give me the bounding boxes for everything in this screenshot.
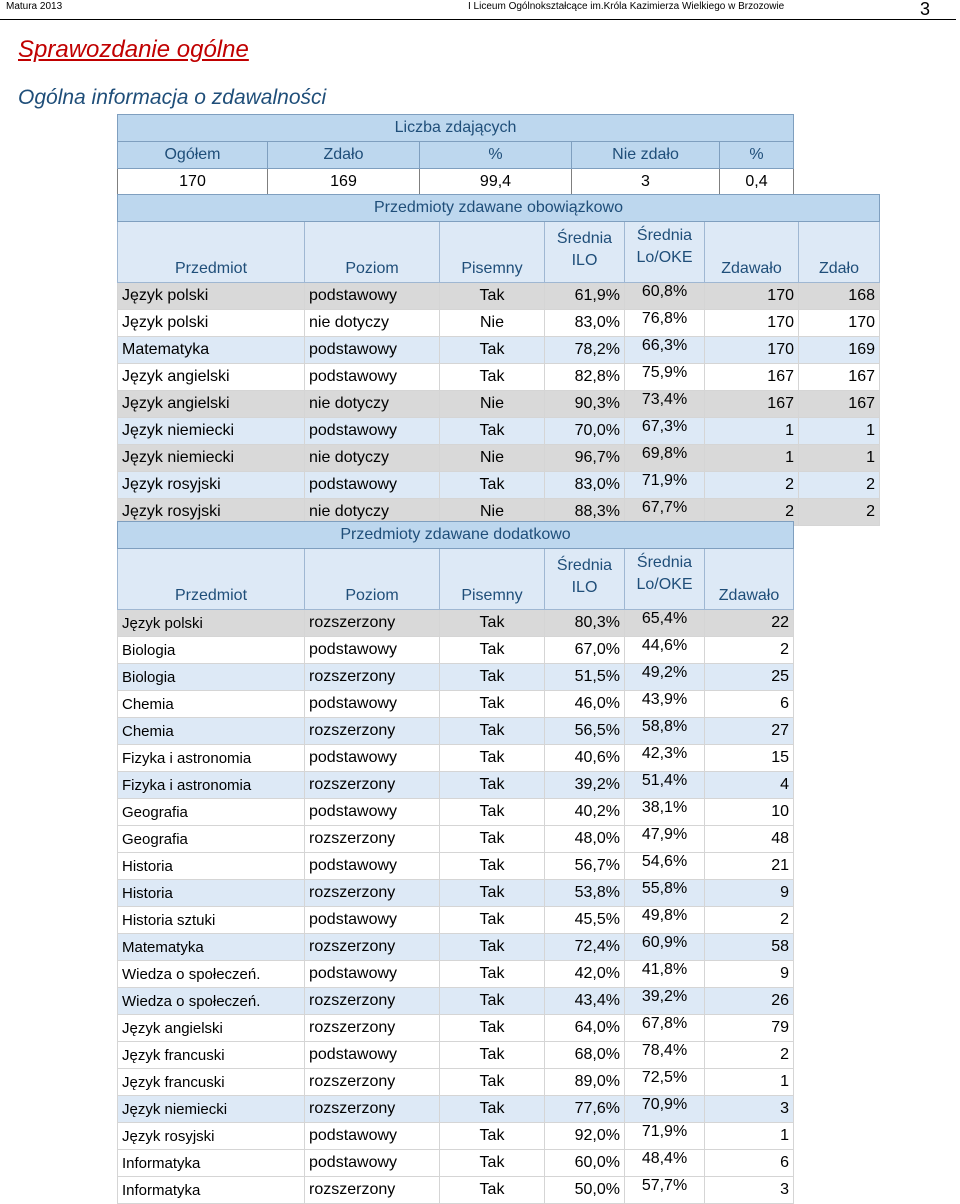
cell-level: podstawowy	[305, 1150, 440, 1177]
cell-took: 9	[705, 961, 794, 988]
cell-avg-oke: 60,8%	[625, 283, 705, 310]
cell-avg-ilo: 92,0%	[545, 1123, 625, 1150]
cell-took: 1	[705, 445, 799, 472]
cell-took: 3	[705, 1096, 794, 1123]
cell-took: 27	[705, 718, 794, 745]
cell-subject: Matematyka	[118, 934, 305, 961]
table-row	[118, 799, 794, 826]
column-header-subject: Przedmiot	[118, 549, 305, 610]
column-header-avg-oke	[625, 549, 705, 610]
cell-took: 170	[705, 283, 799, 310]
summary-header: Zdało	[268, 142, 420, 169]
summary-header: %	[720, 142, 794, 169]
column-header-avg-ilo	[545, 549, 625, 610]
cell-avg-oke: 57,7%	[625, 1177, 705, 1204]
cell-subject: Historia sztuki	[118, 907, 305, 934]
avg-ilo-line2: ILO	[571, 579, 598, 596]
column-header-took: Zdawało	[705, 222, 799, 283]
cell-avg-ilo: 43,4%	[545, 988, 625, 1015]
cell-avg-oke: 38,1%	[625, 799, 705, 826]
cell-written: Tak	[440, 745, 545, 772]
table-row	[118, 691, 794, 718]
cell-written: Tak	[440, 880, 545, 907]
cell-level: rozszerzony	[305, 772, 440, 799]
cell-avg-oke: 67,8%	[625, 1015, 705, 1042]
table-row	[118, 1096, 794, 1123]
cell-took: 10	[705, 799, 794, 826]
cell-took: 2	[705, 499, 799, 526]
cell-level: nie dotyczy	[305, 310, 440, 337]
avg-ilo-line1: Średnia	[556, 230, 613, 247]
cell-took: 6	[705, 691, 794, 718]
cell-passed: 1	[799, 418, 880, 445]
cell-level: rozszerzony	[305, 1096, 440, 1123]
avg-ilo-line1: Średnia	[556, 557, 613, 574]
cell-avg-oke: 75,9%	[625, 364, 705, 391]
cell-avg-ilo: 40,6%	[545, 745, 625, 772]
cell-subject: Informatyka	[118, 1177, 305, 1204]
cell-level: rozszerzony	[305, 664, 440, 691]
table-row	[118, 364, 880, 391]
cell-level: rozszerzony	[305, 1069, 440, 1096]
cell-avg-oke: 67,3%	[625, 418, 705, 445]
cell-subject: Fizyka i astronomia	[118, 772, 305, 799]
header-divider	[0, 19, 956, 20]
cell-avg-oke: 71,9%	[625, 1123, 705, 1150]
cell-written: Tak	[440, 1015, 545, 1042]
cell-avg-ilo: 83,0%	[545, 472, 625, 499]
column-header-avg-ilo	[545, 222, 625, 283]
cell-subject: Geografia	[118, 826, 305, 853]
table-row	[118, 853, 794, 880]
cell-took: 58	[705, 934, 794, 961]
table-row	[118, 1123, 794, 1150]
cell-passed: 170	[799, 310, 880, 337]
table-row	[118, 664, 794, 691]
cell-written: Nie	[440, 445, 545, 472]
table-row	[118, 418, 880, 445]
cell-subject: Geografia	[118, 799, 305, 826]
cell-level: nie dotyczy	[305, 499, 440, 526]
avg-oke-line2: Lo/OKE	[636, 249, 693, 266]
table-row	[118, 445, 880, 472]
cell-level: podstawowy	[305, 364, 440, 391]
cell-took: 1	[705, 1123, 794, 1150]
cell-level: rozszerzony	[305, 880, 440, 907]
cell-written: Tak	[440, 934, 545, 961]
mandatory-subjects-table	[117, 194, 880, 526]
cell-level: rozszerzony	[305, 934, 440, 961]
summary-value: 170	[118, 169, 268, 196]
cell-level: podstawowy	[305, 745, 440, 772]
cell-written: Tak	[440, 1177, 545, 1204]
summary-value: 99,4	[420, 169, 572, 196]
table-row	[118, 337, 880, 364]
page-title: Sprawozdanie ogólne	[18, 36, 249, 63]
cell-level: podstawowy	[305, 337, 440, 364]
cell-subject: Matematyka	[118, 337, 305, 364]
cell-subject: Fizyka i astronomia	[118, 745, 305, 772]
cell-subject: Biologia	[118, 637, 305, 664]
cell-took: 2	[705, 472, 799, 499]
table-row	[118, 772, 794, 799]
cell-avg-ilo: 77,6%	[545, 1096, 625, 1123]
cell-avg-ilo: 82,8%	[545, 364, 625, 391]
cell-took: 1	[705, 1069, 794, 1096]
cell-subject: Chemia	[118, 691, 305, 718]
cell-written: Tak	[440, 1069, 545, 1096]
cell-written: Tak	[440, 610, 545, 637]
cell-took: 9	[705, 880, 794, 907]
column-header-written: Pisemny	[440, 222, 545, 283]
cell-took: 167	[705, 364, 799, 391]
cell-took: 1	[705, 418, 799, 445]
cell-level: rozszerzony	[305, 826, 440, 853]
cell-subject: Wiedza o społeczeń.	[118, 988, 305, 1015]
table-row	[118, 610, 794, 637]
cell-avg-ilo: 40,2%	[545, 799, 625, 826]
cell-avg-ilo: 45,5%	[545, 907, 625, 934]
cell-written: Tak	[440, 1042, 545, 1069]
cell-avg-ilo: 90,3%	[545, 391, 625, 418]
cell-subject: Biologia	[118, 664, 305, 691]
table-row	[118, 391, 880, 418]
table-row	[118, 961, 794, 988]
cell-took: 167	[705, 391, 799, 418]
cell-subject: Język polski	[118, 310, 305, 337]
cell-level: podstawowy	[305, 853, 440, 880]
cell-written: Tak	[440, 718, 545, 745]
cell-avg-oke: 54,6%	[625, 853, 705, 880]
cell-avg-ilo: 53,8%	[545, 880, 625, 907]
table-row	[118, 1069, 794, 1096]
avg-ilo-line2: ILO	[571, 252, 598, 269]
cell-avg-oke: 69,8%	[625, 445, 705, 472]
cell-passed: 167	[799, 391, 880, 418]
cell-subject: Język francuski	[118, 1042, 305, 1069]
cell-passed: 1	[799, 445, 880, 472]
cell-subject: Język rosyjski	[118, 472, 305, 499]
page-number: 3	[919, 0, 930, 19]
cell-subject: Język niemiecki	[118, 418, 305, 445]
header-exam-label: Matura 2013	[6, 1, 63, 12]
cell-avg-ilo: 89,0%	[545, 1069, 625, 1096]
cell-avg-ilo: 67,0%	[545, 637, 625, 664]
mandatory-section-label: Przedmioty zdawane obowiązkowo	[118, 195, 880, 222]
cell-level: podstawowy	[305, 1123, 440, 1150]
cell-subject: Język francuski	[118, 1069, 305, 1096]
cell-written: Tak	[440, 691, 545, 718]
cell-took: 15	[705, 745, 794, 772]
cell-took: 4	[705, 772, 794, 799]
cell-written: Tak	[440, 418, 545, 445]
cell-written: Tak	[440, 853, 545, 880]
cell-avg-oke: 71,9%	[625, 472, 705, 499]
cell-level: nie dotyczy	[305, 391, 440, 418]
cell-avg-ilo: 46,0%	[545, 691, 625, 718]
cell-written: Nie	[440, 310, 545, 337]
cell-level: nie dotyczy	[305, 445, 440, 472]
cell-written: Tak	[440, 664, 545, 691]
cell-took: 2	[705, 907, 794, 934]
cell-level: rozszerzony	[305, 610, 440, 637]
avg-oke-line1: Średnia	[636, 554, 693, 571]
summary-value: 0,4	[720, 169, 794, 196]
cell-took: 6	[705, 1150, 794, 1177]
cell-took: 170	[705, 337, 799, 364]
cell-subject: Język angielski	[118, 1015, 305, 1042]
avg-oke-line2: Lo/OKE	[636, 576, 693, 593]
page-header	[0, 0, 960, 22]
cell-took: 3	[705, 1177, 794, 1204]
cell-subject: Historia	[118, 853, 305, 880]
cell-avg-ilo: 56,5%	[545, 718, 625, 745]
cell-written: Nie	[440, 499, 545, 526]
cell-avg-ilo: 39,2%	[545, 772, 625, 799]
cell-avg-ilo: 50,0%	[545, 1177, 625, 1204]
cell-subject: Język polski	[118, 610, 305, 637]
cell-written: Tak	[440, 1096, 545, 1123]
cell-avg-oke: 60,9%	[625, 934, 705, 961]
cell-written: Tak	[440, 961, 545, 988]
section-subtitle: Ogólna informacja o zdawalności	[18, 86, 327, 109]
column-header-subject: Przedmiot	[118, 222, 305, 283]
cell-avg-oke: 39,2%	[625, 988, 705, 1015]
cell-subject: Wiedza o społeczeń.	[118, 961, 305, 988]
cell-took: 2	[705, 637, 794, 664]
cell-took: 48	[705, 826, 794, 853]
cell-written: Tak	[440, 988, 545, 1015]
cell-avg-ilo: 68,0%	[545, 1042, 625, 1069]
cell-avg-oke: 58,8%	[625, 718, 705, 745]
cell-avg-oke: 66,3%	[625, 337, 705, 364]
cell-level: podstawowy	[305, 799, 440, 826]
cell-avg-oke: 55,8%	[625, 880, 705, 907]
column-header-passed: Zdało	[799, 222, 880, 283]
cell-passed: 2	[799, 499, 880, 526]
cell-written: Tak	[440, 1123, 545, 1150]
cell-written: Nie	[440, 391, 545, 418]
cell-avg-oke: 48,4%	[625, 1150, 705, 1177]
cell-avg-ilo: 88,3%	[545, 499, 625, 526]
cell-passed: 2	[799, 472, 880, 499]
header-school-name: I Liceum Ogólnokształcące im.Króla Kazimierza Wielkiego w Brzozowie	[468, 1, 785, 12]
cell-level: podstawowy	[305, 418, 440, 445]
cell-written: Tak	[440, 826, 545, 853]
cell-took: 170	[705, 310, 799, 337]
cell-level: podstawowy	[305, 472, 440, 499]
cell-avg-oke: 67,7%	[625, 499, 705, 526]
cell-level: podstawowy	[305, 1042, 440, 1069]
cell-avg-ilo: 96,7%	[545, 445, 625, 472]
summary-value: 3	[572, 169, 720, 196]
cell-subject: Język niemiecki	[118, 445, 305, 472]
cell-took: 22	[705, 610, 794, 637]
table-row	[118, 310, 880, 337]
cell-level: podstawowy	[305, 961, 440, 988]
cell-written: Tak	[440, 637, 545, 664]
cell-subject: Historia	[118, 880, 305, 907]
cell-avg-ilo: 51,5%	[545, 664, 625, 691]
summary-table	[117, 114, 794, 196]
table-row	[118, 1042, 794, 1069]
cell-written: Tak	[440, 337, 545, 364]
cell-avg-oke: 44,6%	[625, 637, 705, 664]
table-row	[118, 637, 794, 664]
cell-written: Tak	[440, 283, 545, 310]
table-row	[118, 934, 794, 961]
column-header-avg-oke	[625, 222, 705, 283]
table-row	[118, 472, 880, 499]
summary-group-label: Liczba zdających	[118, 115, 794, 142]
cell-passed: 169	[799, 337, 880, 364]
cell-took: 2	[705, 1042, 794, 1069]
cell-subject: Chemia	[118, 718, 305, 745]
table-row	[118, 826, 794, 853]
table-row	[118, 718, 794, 745]
table-row	[118, 1177, 794, 1204]
summary-header: Ogółem	[118, 142, 268, 169]
cell-passed: 168	[799, 283, 880, 310]
cell-level: rozszerzony	[305, 988, 440, 1015]
table-row	[118, 988, 794, 1015]
cell-avg-ilo: 83,0%	[545, 310, 625, 337]
cell-avg-ilo: 78,2%	[545, 337, 625, 364]
cell-avg-oke: 65,4%	[625, 610, 705, 637]
table-row	[118, 283, 880, 310]
cell-avg-ilo: 42,0%	[545, 961, 625, 988]
cell-took: 79	[705, 1015, 794, 1042]
cell-level: podstawowy	[305, 637, 440, 664]
cell-avg-ilo: 64,0%	[545, 1015, 625, 1042]
cell-written: Tak	[440, 772, 545, 799]
cell-level: rozszerzony	[305, 1015, 440, 1042]
table-row	[118, 880, 794, 907]
cell-avg-oke: 70,9%	[625, 1096, 705, 1123]
column-header-written: Pisemny	[440, 549, 545, 610]
cell-avg-oke: 47,9%	[625, 826, 705, 853]
cell-avg-oke: 73,4%	[625, 391, 705, 418]
cell-avg-ilo: 48,0%	[545, 826, 625, 853]
cell-level: rozszerzony	[305, 1177, 440, 1204]
column-header-level: Poziom	[305, 222, 440, 283]
cell-written: Tak	[440, 364, 545, 391]
cell-avg-oke: 41,8%	[625, 961, 705, 988]
cell-took: 26	[705, 988, 794, 1015]
cell-avg-oke: 72,5%	[625, 1069, 705, 1096]
cell-passed: 167	[799, 364, 880, 391]
cell-subject: Język angielski	[118, 364, 305, 391]
additional-section-label: Przedmioty zdawane dodatkowo	[118, 522, 794, 549]
avg-oke-line1: Średnia	[636, 227, 693, 244]
cell-subject: Informatyka	[118, 1150, 305, 1177]
cell-subject: Język polski	[118, 283, 305, 310]
cell-written: Tak	[440, 472, 545, 499]
cell-avg-ilo: 70,0%	[545, 418, 625, 445]
column-header-level: Poziom	[305, 549, 440, 610]
cell-avg-ilo: 61,9%	[545, 283, 625, 310]
cell-avg-ilo: 80,3%	[545, 610, 625, 637]
cell-written: Tak	[440, 799, 545, 826]
cell-avg-oke: 78,4%	[625, 1042, 705, 1069]
table-row	[118, 907, 794, 934]
cell-subject: Język angielski	[118, 391, 305, 418]
cell-level: podstawowy	[305, 283, 440, 310]
cell-avg-ilo: 60,0%	[545, 1150, 625, 1177]
cell-avg-oke: 49,8%	[625, 907, 705, 934]
cell-avg-oke: 42,3%	[625, 745, 705, 772]
cell-took: 21	[705, 853, 794, 880]
cell-took: 25	[705, 664, 794, 691]
table-row	[118, 745, 794, 772]
summary-header: Nie zdało	[572, 142, 720, 169]
table-row	[118, 1150, 794, 1177]
cell-subject: Język rosyjski	[118, 499, 305, 526]
additional-subjects-table	[117, 521, 794, 1204]
summary-header: %	[420, 142, 572, 169]
cell-avg-oke: 43,9%	[625, 691, 705, 718]
cell-avg-oke: 76,8%	[625, 310, 705, 337]
table-row	[118, 1015, 794, 1042]
cell-written: Tak	[440, 1150, 545, 1177]
cell-subject: Język niemiecki	[118, 1096, 305, 1123]
cell-level: rozszerzony	[305, 718, 440, 745]
cell-level: podstawowy	[305, 907, 440, 934]
column-header-took: Zdawało	[705, 549, 794, 610]
cell-level: podstawowy	[305, 691, 440, 718]
cell-avg-oke: 49,2%	[625, 664, 705, 691]
cell-avg-ilo: 72,4%	[545, 934, 625, 961]
summary-value: 169	[268, 169, 420, 196]
cell-avg-ilo: 56,7%	[545, 853, 625, 880]
cell-written: Tak	[440, 907, 545, 934]
cell-avg-oke: 51,4%	[625, 772, 705, 799]
cell-subject: Język rosyjski	[118, 1123, 305, 1150]
